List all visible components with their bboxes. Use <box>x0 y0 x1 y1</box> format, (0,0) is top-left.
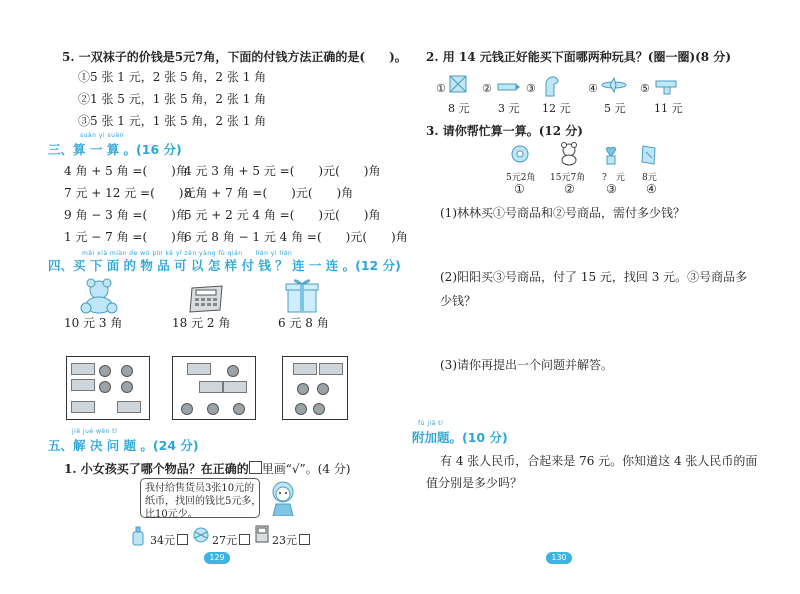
sec3-row-4-b: 6 元 8 角 − 1 元 4 角 =( )元( )角 <box>184 230 408 244</box>
bear-toy-icon <box>558 142 580 166</box>
q5-option-1: ①5 张 1 元，2 张 5 角，2 张 1 角 <box>78 70 267 84</box>
bubble-line-3: 比10元少。 <box>145 509 198 520</box>
toy-price-3: 12 元 <box>542 102 571 115</box>
bonus-title: 附加题。(10 分) <box>412 430 508 445</box>
kite-icon <box>448 74 468 96</box>
q5-option-3: ③5 张 1 元，1 张 5 角，2 张 1 角 <box>78 114 267 128</box>
plant-icon <box>602 144 620 166</box>
ball-icon <box>192 526 210 544</box>
sec3-row-3-a: 9 角 − 3 角 =( )角 <box>64 208 188 222</box>
sec5-title: 五、解 决 问 题 。(24 分) <box>48 438 199 453</box>
price-1: 10 元 3 角 <box>64 316 123 330</box>
sec4-title: 四、买 下 面 的 物 品 可 以 怎 样 付 钱 ？ 连 一 连 。(12 分) <box>48 258 401 273</box>
book-icon <box>254 524 270 544</box>
girl-icon <box>268 478 298 516</box>
sec3-row-2-b: 8 角 + 7 角 =( )元( )角 <box>184 186 354 200</box>
q1-stem <box>64 460 350 477</box>
teddy-bear-icon <box>74 278 124 314</box>
q2-stem: 2. 用 14 元钱正好能买下面哪两种玩具？(圈一圈)(8 分) <box>426 50 731 64</box>
q3-sub2-b: 少钱？ <box>440 294 477 308</box>
item-price-3: 23元 <box>272 532 310 548</box>
q3-sub2-a: (2)阳阳买③号商品，付了 15 元，找回 3 元。③号商品多 <box>440 270 748 284</box>
goods-mark-1: ① <box>514 182 525 196</box>
sec3-row-1-b: 4 元 3 角 + 5 元 =( )元( )角 <box>184 164 381 178</box>
gift-box-icon <box>284 276 320 314</box>
bubble-line-1: 我付给售货员3张10元的 <box>145 483 255 494</box>
checkbox-2[interactable] <box>239 534 250 545</box>
page-number-left: 129 <box>204 552 230 564</box>
water-gun-icon <box>654 78 680 96</box>
goods-mark-2: ② <box>564 182 575 196</box>
toy-mark-5: ⑤ <box>640 82 650 95</box>
bonus-line-1: 有 4 张人民币，合起来是 76 元。你知道这 4 张人民币的面 <box>440 454 758 468</box>
bottle-icon <box>130 526 146 546</box>
money-set-1[interactable] <box>66 356 150 420</box>
page-number-right: 130 <box>546 552 572 564</box>
money-set-3[interactable] <box>282 356 348 420</box>
sec5-pinyin: jiě jué wèn tí <box>72 428 118 435</box>
dinosaur-icon <box>540 72 564 98</box>
bonus-line-2: 值分别是多少吗？ <box>426 476 523 490</box>
price-2: 18 元 2 角 <box>172 316 231 330</box>
q3-sub3: (3)请你再提出一个问题并解答。 <box>440 358 613 372</box>
toy-mark-1: ① <box>436 82 446 95</box>
q3-sub1: (1)林林买①号商品和②号商品，需付多少钱？ <box>440 206 685 220</box>
toy-price-2: 3 元 <box>498 102 520 115</box>
q1-stem-a: 1. 小女孩买了哪个物品？在正确的 <box>64 462 249 476</box>
toy-price-1: 8 元 <box>448 102 470 115</box>
toy-mark-2: ② <box>482 82 492 95</box>
checkbox-3[interactable] <box>299 534 310 545</box>
toy-price-4: 5 元 <box>604 102 626 115</box>
q3-stem: 3. 请你帮忙算一算。(12 分) <box>426 124 583 138</box>
goods-price-4: 8元 <box>642 173 657 183</box>
money-set-2[interactable] <box>172 356 256 420</box>
toy-price-5: 11 元 <box>654 102 683 115</box>
bonus-pinyin: fù jiā tí <box>418 420 444 427</box>
item-price-2: 27元 <box>212 532 250 548</box>
price-3: 6 元 8 角 <box>278 316 329 330</box>
q5-option-2: ②1 张 5 元，1 张 5 角，2 张 1 角 <box>78 92 267 106</box>
toy-mark-3: ③ <box>526 82 536 95</box>
q1-stem-b: 里画“√”。(4 分) <box>261 462 351 476</box>
pencil-icon <box>496 82 520 92</box>
sec4-pinyin: mǎi xià miàn de wù pǐn kě yǐ zěn yàng fù qián lián yi lián <box>82 250 293 257</box>
goods-mark-3: ③ <box>606 182 617 196</box>
sec3-pinyin: suàn yi suàn <box>80 132 124 139</box>
goods-price-2: 15元7角 <box>550 173 586 183</box>
goods-price-1: 5元2角 <box>506 173 536 183</box>
calculator-icon <box>186 284 226 314</box>
sec3-title: 三、算 一 算 。(16 分) <box>48 142 182 157</box>
sec3-row-4-a: 1 元 − 7 角 =( )角 <box>64 230 188 244</box>
checkbox-1[interactable] <box>177 534 188 545</box>
answer-box-icon <box>249 461 262 474</box>
sec3-row-1-a: 4 角 + 5 角 =( )角 <box>64 164 188 178</box>
cake-icon <box>510 144 530 164</box>
item-price-1: 34元 <box>150 532 188 548</box>
bubble-line-2: 纸币，找回的钱比5元多， <box>145 496 262 507</box>
speech-bubble <box>140 478 260 518</box>
airplane-icon <box>600 76 628 94</box>
notebook-icon <box>640 144 658 166</box>
sec3-row-3-b: 5 元 + 2 元 4 角 =( )元( )角 <box>184 208 381 222</box>
q5-stem: 5. 一双袜子的价钱是5元7角，下面的付钱方法正确的是( )。 <box>62 50 407 64</box>
sec3-row-2-a: 7 元 + 12 元 =( )元 <box>64 186 196 200</box>
goods-price-3: ? 元 <box>602 173 625 183</box>
goods-mark-4: ④ <box>646 182 657 196</box>
toy-mark-4: ④ <box>588 82 598 95</box>
